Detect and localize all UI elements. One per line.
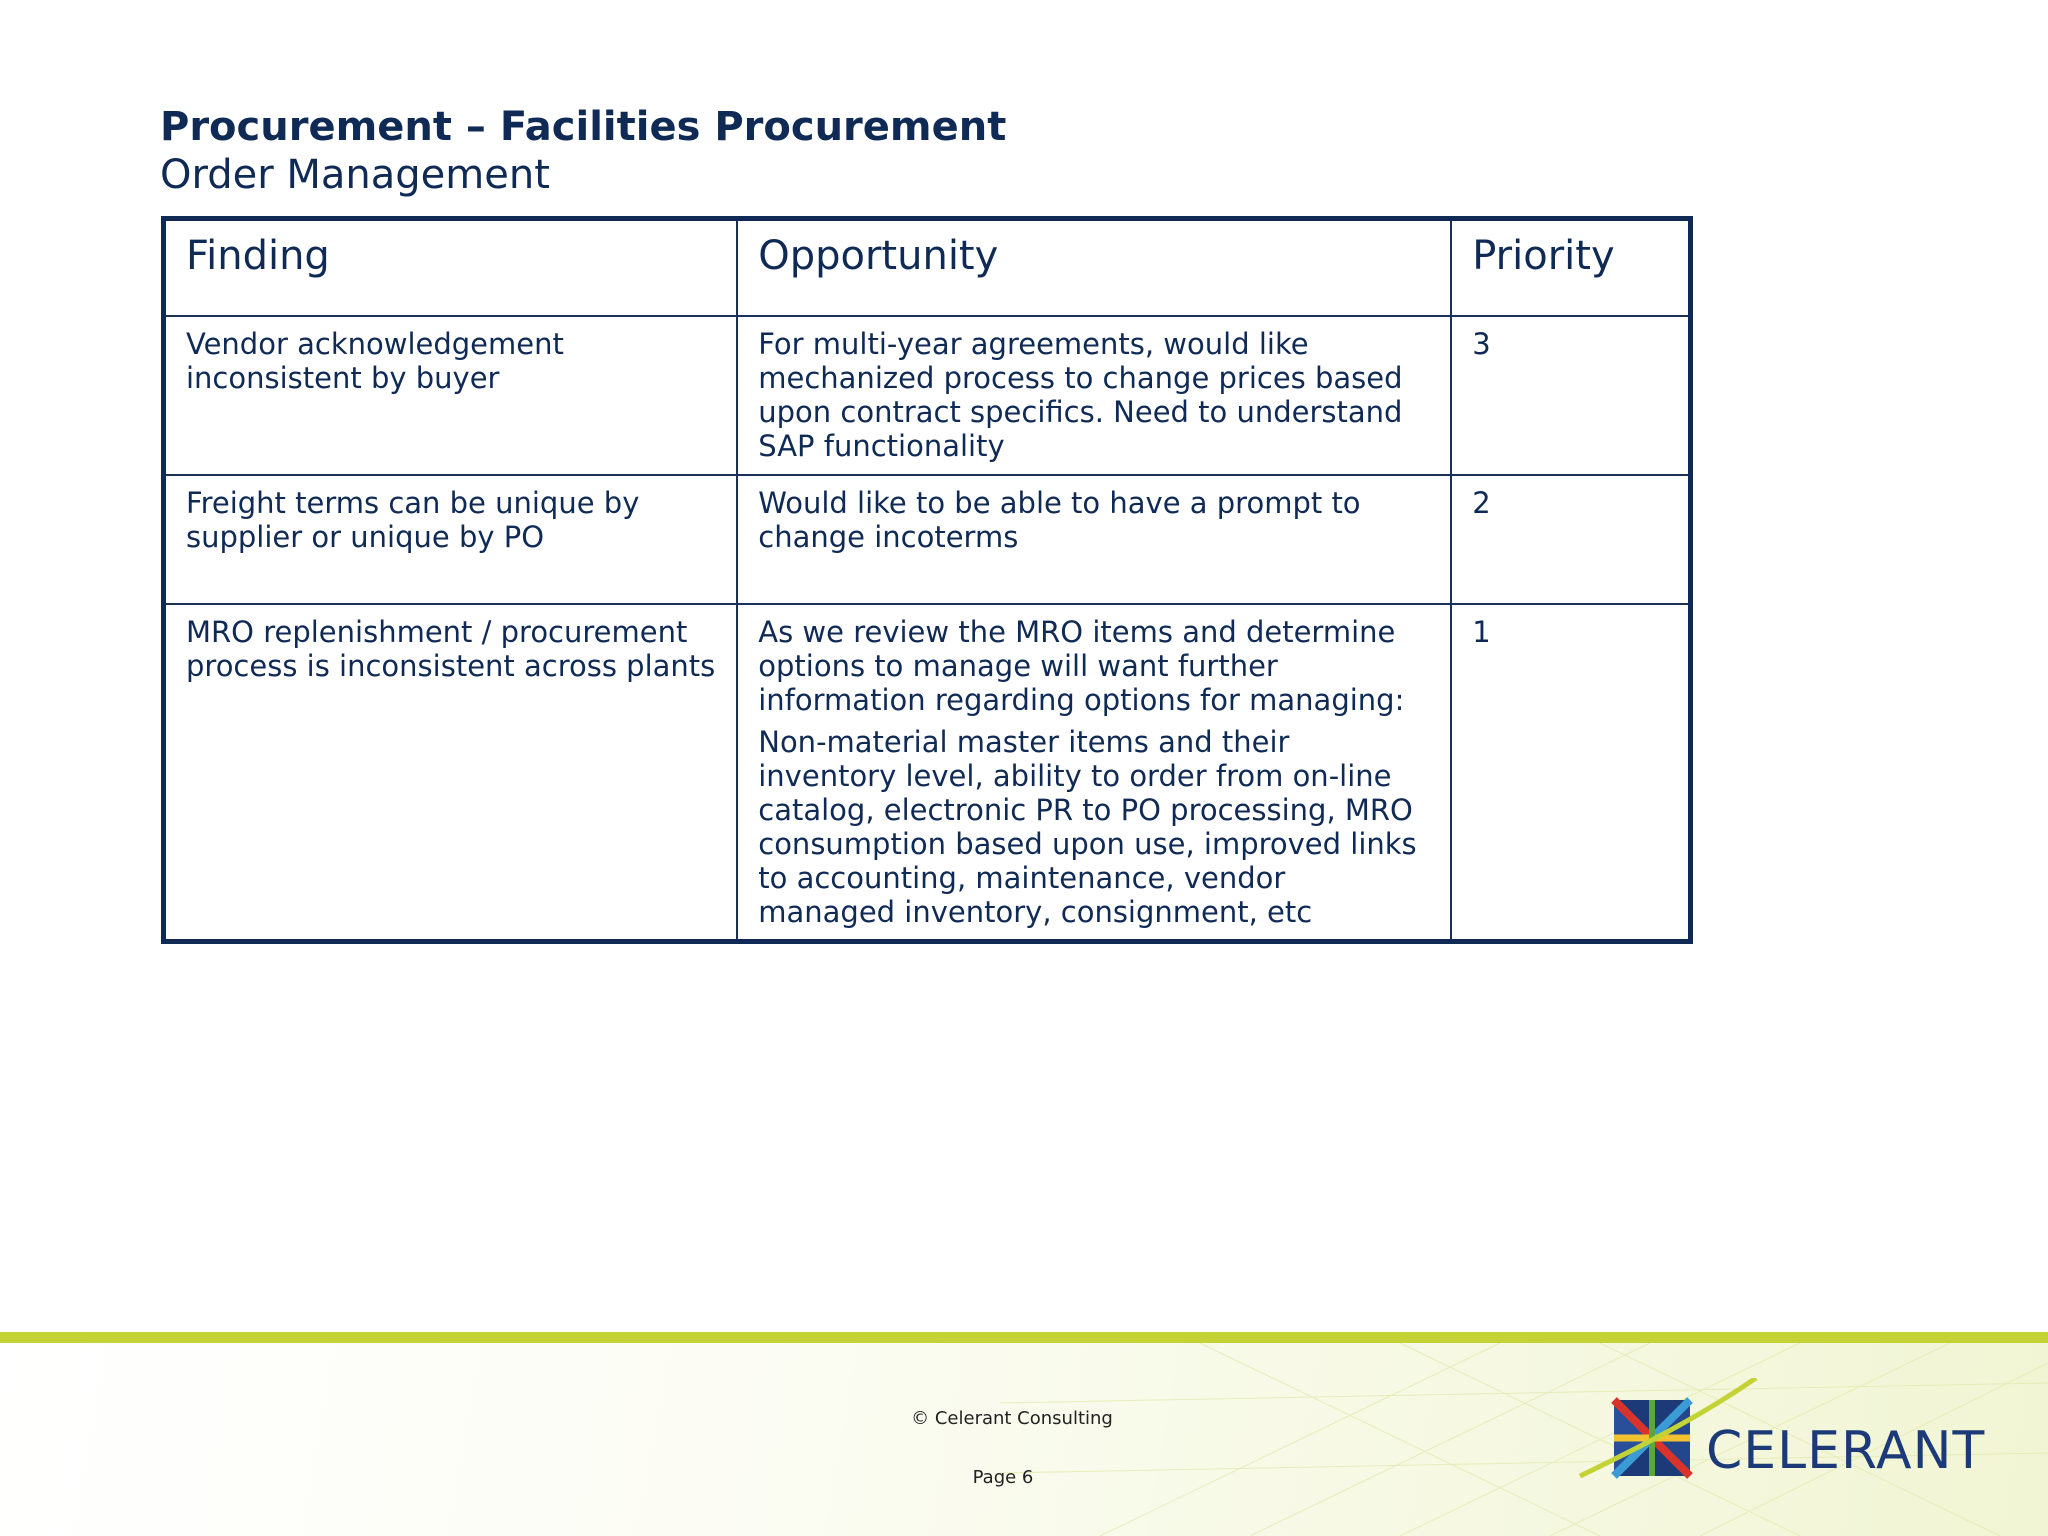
priority-cell: 2 bbox=[1451, 475, 1690, 604]
slide-title: Procurement – Facilities Procurement bbox=[160, 104, 1007, 150]
priority-cell: 1 bbox=[1451, 604, 1690, 942]
opportunity-text: As we review the MRO items and determine options to manage will want further information regarding options for managing: bbox=[758, 615, 1405, 717]
footer-accent-line bbox=[0, 1332, 2048, 1343]
finding-cell: Vendor acknowledgement inconsistent by buyer bbox=[164, 316, 738, 475]
table-row bbox=[164, 316, 1691, 475]
table-row bbox=[164, 604, 1691, 942]
opportunity-text: For multi-year agreements, would like mechanized process to change prices based upon contract specifics. Need to understand SAP functionality bbox=[758, 327, 1403, 463]
table-header-row bbox=[164, 219, 1691, 317]
priority-cell: 3 bbox=[1451, 316, 1690, 475]
finding-cell: MRO replenishment / procurement process is inconsistent across plants bbox=[164, 604, 738, 942]
findings-table bbox=[161, 216, 1693, 944]
header-opportunity: Opportunity bbox=[737, 219, 1451, 317]
opportunity-text: Would like to be able to have a prompt to change incoterms bbox=[758, 486, 1361, 554]
page-number: Page 6 bbox=[972, 1467, 1034, 1488]
opportunity-cell bbox=[737, 604, 1451, 942]
slide-subtitle: Order Management bbox=[160, 152, 550, 198]
finding-cell: Freight terms can be unique by supplier or unique by PO bbox=[164, 475, 738, 604]
opportunity-cell bbox=[737, 475, 1451, 604]
table-row bbox=[164, 475, 1691, 604]
header-priority: Priority bbox=[1451, 219, 1690, 317]
header-finding: Finding bbox=[164, 219, 738, 317]
copyright-text: © Celerant Consulting bbox=[911, 1408, 1113, 1429]
opportunity-cell bbox=[737, 316, 1451, 475]
logo-wordmark: CELERANT bbox=[1706, 1421, 1986, 1481]
opportunity-text-detail: Non-material master items and their inventory level, ability to order from on-line catalog, electronic PR to PO processing, MRO consumption based upon use, improved links to accounting, maintenance, vendor managed inventory, consignment, etc bbox=[758, 725, 1417, 929]
